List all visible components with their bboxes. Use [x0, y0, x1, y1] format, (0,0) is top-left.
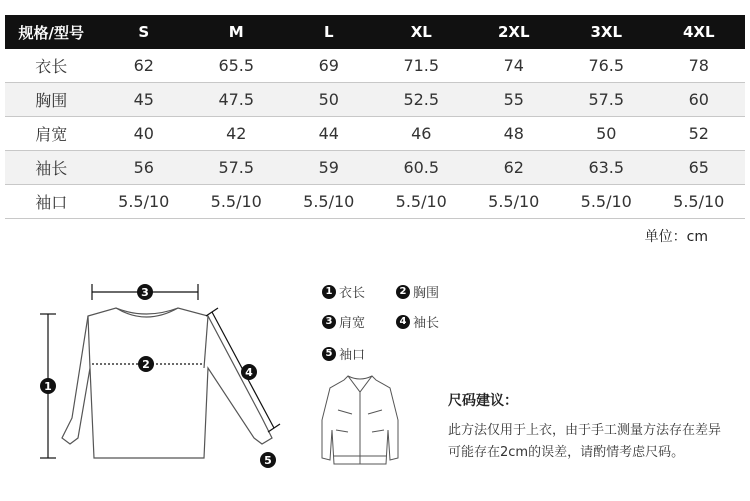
table-cell: 5.5/10 — [653, 185, 746, 219]
row-label: 袖长 — [5, 151, 98, 185]
legend-label: 袖长 — [413, 316, 440, 331]
row-label: 袖口 — [5, 185, 98, 219]
marker-2 — [138, 356, 154, 372]
table-header-row — [5, 15, 745, 49]
table-cell: 60.5 — [375, 151, 468, 185]
legend-number: 5 — [322, 347, 336, 361]
table-cell: 56 — [98, 151, 191, 185]
table-cell: 71.5 — [375, 49, 468, 83]
header-cell: 2XL — [468, 15, 561, 49]
table-cell: 78 — [653, 49, 746, 83]
svg-text:1: 1 — [44, 380, 52, 393]
row-label: 肩宽 — [5, 117, 98, 151]
table-cell: 5.5/10 — [468, 185, 561, 219]
svg-text:5: 5 — [264, 454, 272, 467]
legend-item — [396, 312, 439, 331]
legend-item — [322, 312, 365, 331]
table-row — [5, 151, 745, 185]
header-cell: 3XL — [560, 15, 653, 49]
svg-text:3: 3 — [141, 286, 149, 299]
table-cell: 65.5 — [190, 49, 283, 83]
legend-label: 袖口 — [339, 348, 366, 363]
size-table — [5, 15, 745, 219]
table-cell: 76.5 — [560, 49, 653, 83]
legend-item — [322, 282, 365, 301]
header-cell: 4XL — [653, 15, 746, 49]
size-advice — [448, 390, 748, 464]
legend-number: 1 — [322, 285, 336, 299]
table-cell: 52 — [653, 117, 746, 151]
table-cell: 50 — [560, 117, 653, 151]
advice-line: 可能存在2cm的误差，请酌情考虑尺码。 — [448, 445, 685, 460]
table-cell: 48 — [468, 117, 561, 151]
legend-number: 3 — [322, 315, 336, 329]
table-cell: 42 — [190, 117, 283, 151]
table-cell: 57.5 — [560, 83, 653, 117]
table-row — [5, 117, 745, 151]
table-cell: 50 — [283, 83, 376, 117]
marker-3 — [137, 284, 153, 300]
table-cell: 60 — [653, 83, 746, 117]
table-cell: 5.5/10 — [560, 185, 653, 219]
table-cell: 40 — [98, 117, 191, 151]
table-cell: 59 — [283, 151, 376, 185]
legend-item — [322, 344, 365, 363]
table-cell: 65 — [653, 151, 746, 185]
unit-note: 单位：cm — [644, 229, 708, 245]
table-cell: 62 — [468, 151, 561, 185]
jacket-sketch-icon — [318, 370, 402, 470]
table-cell: 69 — [283, 49, 376, 83]
header-cell: S — [98, 15, 191, 49]
table-cell: 57.5 — [190, 151, 283, 185]
table-cell: 74 — [468, 49, 561, 83]
table-cell: 5.5/10 — [190, 185, 283, 219]
header-cell: L — [283, 15, 376, 49]
advice-line: 此方法仅用于上衣，由于手工测量方法存在差异 — [448, 423, 722, 438]
legend-item — [396, 282, 439, 301]
table-cell: 44 — [283, 117, 376, 151]
legend-number: 2 — [396, 285, 410, 299]
shirt-measurement-diagram — [28, 268, 288, 473]
table-cell: 5.5/10 — [283, 185, 376, 219]
advice-title: 尺码建议： — [448, 393, 518, 409]
table-row — [5, 185, 745, 219]
legend-label: 胸围 — [413, 286, 440, 301]
header-cell: 规格/型号 — [5, 15, 98, 49]
header-cell: M — [190, 15, 283, 49]
header-cell: XL — [375, 15, 468, 49]
marker-1 — [40, 378, 56, 394]
table-cell: 47.5 — [190, 83, 283, 117]
table-cell: 45 — [98, 83, 191, 117]
marker-4 — [241, 364, 257, 380]
table-cell: 5.5/10 — [98, 185, 191, 219]
legend-label: 肩宽 — [339, 316, 366, 331]
table-cell: 62 — [98, 49, 191, 83]
table-cell: 5.5/10 — [375, 185, 468, 219]
table-row — [5, 49, 745, 83]
marker-5 — [260, 452, 276, 468]
table-cell: 55 — [468, 83, 561, 117]
table-row — [5, 83, 745, 117]
legend-label: 衣长 — [339, 286, 366, 301]
legend-number: 4 — [396, 315, 410, 329]
shirt-outline — [62, 308, 272, 458]
svg-text:2: 2 — [142, 358, 150, 371]
row-label: 胸围 — [5, 83, 98, 117]
row-label: 衣长 — [5, 49, 98, 83]
table-cell: 52.5 — [375, 83, 468, 117]
table-cell: 46 — [375, 117, 468, 151]
table-cell: 63.5 — [560, 151, 653, 185]
svg-text:4: 4 — [245, 366, 253, 379]
